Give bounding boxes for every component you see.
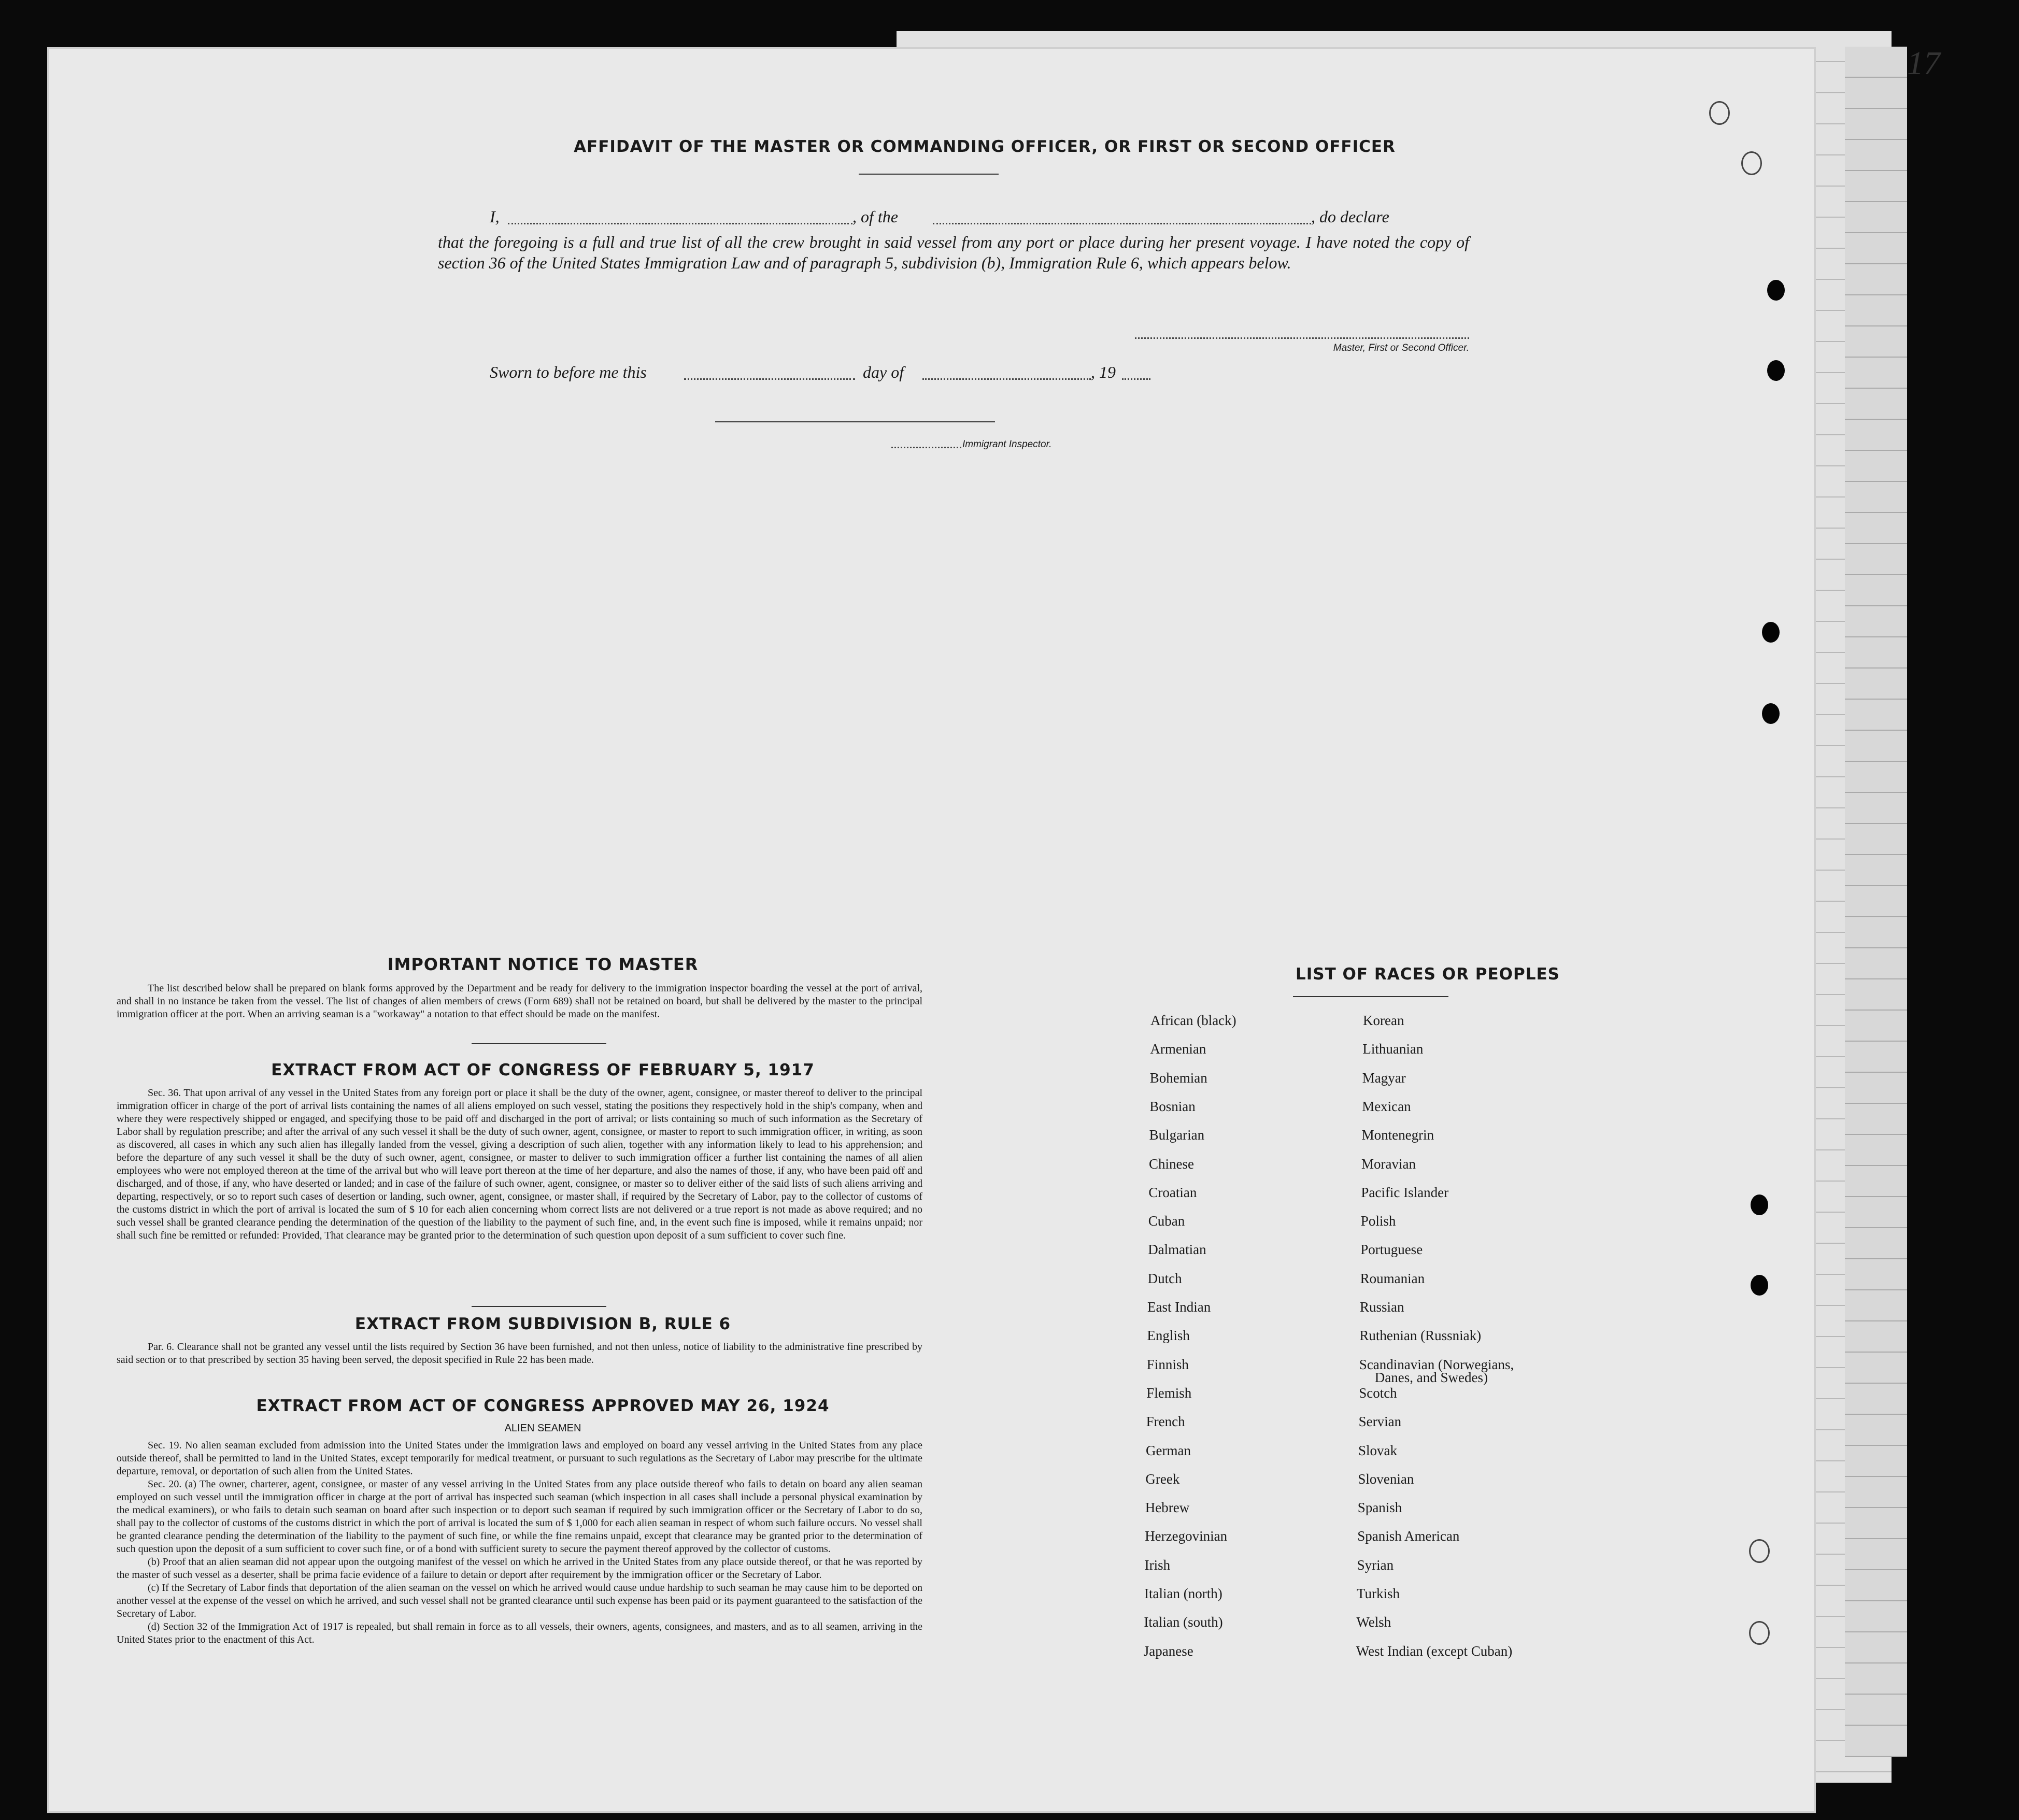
race-item: Magyar: [1362, 1070, 1406, 1086]
race-item: Dutch: [1147, 1270, 1182, 1286]
binder-hole: [1749, 1621, 1770, 1645]
sec19-text: Sec. 19. No alien seaman excluded from admission into the United States under the immigration laws and employed on board any vessel arriving in the United States from any place outside thereof, shall be permitted to land in the United States, except temporarily for medical treatment, or pursuant to such regulations as the Secretary of Labor may prescribe for the ultimate departure, removal, or deportation of such alien from the United States.: [117, 1440, 922, 1477]
sec20a-text: Sec. 20. (a) The owner, charterer, agent, consignee, or master of any vessel arriving in the United States from any place outside thereof who fails to detain on board any alien seaman employed on such vessel until the immigration officer in charge at the port of arrival has inspected such seaman (which inspection in all cases shall include a personal physical examination by the medical examiners), or who fails to detain such seaman on board after such inspection or to deport such seaman if required by such immigration officer or the Secretary of Labor to do so, shall pay to the collector of customs of the customs district in which the port of arrival is located the sum of $ 1,000 for each alien seaman in respect of whom such failure occurs. No vessel shall be granted clearance pending the determination of the liability to the payment of such fine, or while the fine remains unpaid, except that clearance may be granted prior to the determination of such question upon the deposit of a sum sufficient to cover such fine, or of a bond with sufficient surety to secure the payment thereof approved by the collector of customs.: [117, 1478, 922, 1555]
race-item: Herzegovinian: [1145, 1528, 1228, 1544]
vessel-name-field[interactable]: [933, 223, 1311, 224]
binder-hole: [1749, 1539, 1770, 1563]
extract-1924-title: EXTRACT FROM ACT OF CONGRESS APPROVED MAY 26, 1924: [256, 1397, 830, 1415]
race-item: Mexican: [1362, 1098, 1411, 1114]
races-underline: [1293, 996, 1448, 997]
year-label: , 19: [1091, 363, 1116, 381]
race-item: Greek: [1145, 1471, 1180, 1487]
alien-seamen-subtitle: ALIEN SEAMEN: [504, 1423, 581, 1434]
races-title: LIST OF RACES OR PEOPLES: [1295, 965, 1560, 984]
race-item: Hebrew: [1145, 1500, 1190, 1516]
race-item: Slovenian: [1358, 1471, 1414, 1487]
day-of-label: day of: [863, 363, 904, 381]
rule6-block: [117, 1341, 922, 1367]
race-item: Chinese: [1149, 1156, 1194, 1172]
declarant-name-field[interactable]: [508, 223, 852, 224]
race-item: Bohemian: [1149, 1070, 1207, 1086]
race-item: Scandinavian (Norwegians,: [1359, 1356, 1514, 1372]
race-item: English: [1147, 1328, 1190, 1344]
race-item: German: [1146, 1442, 1191, 1458]
race-item: Syrian: [1357, 1557, 1394, 1573]
page-number: 17: [1907, 45, 1940, 81]
inspector-dotted-lead: [891, 447, 961, 448]
rule6-title: EXTRACT FROM SUBDIVISION B, RULE 6: [354, 1315, 731, 1333]
binder-hole: [1751, 1195, 1768, 1215]
sworn-year-field[interactable]: [1122, 378, 1150, 380]
inspector-label: Immigrant Inspector.: [962, 439, 1052, 450]
race-item: Russian: [1360, 1299, 1404, 1315]
race-item: Japanese: [1143, 1643, 1193, 1659]
race-item: Scotch: [1359, 1385, 1397, 1401]
race-item: East Indian: [1147, 1299, 1211, 1315]
notice-text: The list described below shall be prepared on blank forms approved by the Department and be ready for delivery to the immigration inspector boarding the vessel at the port of arrival, and shall in no instance be taken from the vessel. The list of changes of alien members of crews (Form 689) shall not be retained on board, but shall be delivered by the master to the principal immigration officer at the port. When an arriving seaman is a "workaway" a notation to that effect should be made on the manifest.: [117, 983, 922, 1020]
race-item: Pacific Islander: [1361, 1184, 1449, 1200]
declarant-line: [490, 207, 1469, 228]
of-the-label: , of the: [852, 207, 898, 226]
extract-1917-block: [117, 1087, 922, 1242]
affidavit-body: that the foregoing is a full and true list of all the crew brought in said vessel from any port or place during her present voyage. I have noted the copy of section 36 of the United States Immigration Law and of paragraph 5, subdivision (b), Immigration Rule 6, which appears below.: [438, 233, 1469, 272]
race-item: Spanish American: [1357, 1528, 1460, 1544]
binder-hole: [1709, 101, 1730, 125]
race-item: Cuban: [1148, 1213, 1185, 1229]
notice-block: [117, 982, 922, 1021]
sworn-label: Sworn to before me this: [490, 363, 647, 381]
race-item: West Indian (except Cuban): [1356, 1643, 1513, 1659]
race-item: Irish: [1144, 1557, 1171, 1573]
sec20d-text: (d) Section 32 of the Immigration Act of 1917 is repealed, but shall remain in force as to all vessels, their owners, agents, consignees, and masters, and as to all seamen, arriving in the United States prior to the enactment of this Act.: [117, 1621, 922, 1645]
race-item: Turkish: [1357, 1586, 1400, 1601]
race-item: Welsh: [1356, 1614, 1391, 1630]
race-item: African (black): [1150, 1013, 1236, 1028]
binder-hole: [1751, 1275, 1768, 1296]
notice-title: IMPORTANT NOTICE TO MASTER: [387, 955, 699, 974]
race-item: Portuguese: [1360, 1242, 1423, 1258]
race-item: Montenegrin: [1361, 1127, 1434, 1143]
i-label: I,: [490, 207, 500, 226]
inspector-signature-line[interactable]: [715, 421, 995, 422]
binder-hole: [1741, 151, 1762, 175]
race-item: Slovak: [1358, 1442, 1398, 1458]
binder-hole: [1762, 703, 1780, 724]
race-item: Moravian: [1361, 1156, 1416, 1172]
binder-hole: [1767, 360, 1785, 381]
sworn-month-field[interactable]: [922, 378, 1091, 380]
race-item: Lithuanian: [1362, 1041, 1424, 1057]
race-item: Italian (north): [1144, 1586, 1222, 1601]
race-item: Polish: [1360, 1213, 1396, 1229]
officer-signature-field[interactable]: [1135, 337, 1469, 339]
race-item: Servian: [1358, 1414, 1402, 1430]
race-item: Bulgarian: [1149, 1127, 1205, 1143]
race-item: Flemish: [1146, 1385, 1192, 1401]
race-item: Roumanian: [1360, 1270, 1425, 1286]
sec20b-text: (b) Proof that an alien seaman did not appear upon the outgoing manifest of the vessel on which he arrived in the United States from any place outside thereof, or that he was reported by the master of such vessel as a deserter, shall be prima facie evidence of a failure to detain or deport after requirement by the immigration officer or the Secretary of Labor.: [117, 1556, 922, 1581]
race-item: Finnish: [1146, 1356, 1189, 1372]
race-item-continuation: Danes, and Swedes): [1374, 1369, 1488, 1385]
sworn-line: [490, 363, 1215, 386]
race-item: Spanish: [1357, 1500, 1402, 1516]
sworn-day-field[interactable]: [684, 378, 855, 380]
do-declare-label: , do declare: [1311, 207, 1389, 226]
race-item: Korean: [1363, 1013, 1404, 1028]
sec20c-text: (c) If the Secretary of Labor finds that deportation of the alien seaman on the vessel on which he arrived would cause undue hardship to such seaman he may cause him to be deported on another vessel at the expense of the vessel on which he arrived, and such vessel shall not be granted clearance until such expense has been paid or its payment guaranteed to the satisfaction of the Secretary of Labor.: [117, 1582, 922, 1619]
extract-1924-block: [117, 1439, 922, 1646]
underlying-ledger-edge: [1845, 47, 1907, 1757]
extract-1917-divider: [472, 1306, 606, 1307]
extract-1917-text: Sec. 36. That upon arrival of any vessel in the United States from any foreign port or place it shall be the duty of the owner, agent, consignee, or master thereof to deliver to the principal immigration officer in charge of the port of arrival lists containing the names of all aliens employed on such vessel, stating the positions they respectively hold in the ship's company, when and where they were respectively shipped or engaged, and specifying those to be paid off and discharged in the port of arrival; or lists containing so much of such information as the Secretary of Labor shall by regulation prescribe; and after the arrival of any such vessel it shall be the duty of such owner, agent, consignee, or master to report to such immigration officer, in writing, as soon as discovered, all cases in which any such alien has illegally landed from the vessel, giving a description of such alien, together with any information likely to lead to his apprehension; and before the departure of any such vessel it shall be the duty of such owner, agent, consignee, or master to deliver to such immigration officer a further list containing the names of all alien employees who were not employed thereon at the time of the arrival but who will leave port thereon at the time of her departure, and also the names of those, if any, who have been paid off and discharged, and of those, if any, who have deserted or landed; and in case of the failure of such owner, agent, consignee, or master so to deliver either of the said lists of such aliens arriving and departing, respectively, or so to report such cases of desertion or landing, such owner, agent, consignee, or master shall, if required by the Secretary of Labor, pay to the collector of customs of the customs district in which the port of arrival is located the sum of $ 10 for each alien concerning whom correct lists are not delivered or a true report is not made as above required; and no such vessel shall be granted clearance pending the determination of the question of the liability to the payment of such fine, and, in the event such fine is imposed, while it remains unpaid; nor shall such fine be remitted or refunded: Provided, That clearance may be granted prior to the determination of such question upon deposit of a sum sufficient to cover such fine.: [117, 1087, 922, 1241]
race-item: Dalmatian: [1148, 1242, 1206, 1258]
title-underline: [859, 174, 999, 175]
binder-hole: [1762, 622, 1780, 643]
officer-signature-label: Master, First or Second Officer.: [1333, 343, 1469, 353]
race-item: Bosnian: [1149, 1098, 1196, 1114]
binder-hole: [1767, 280, 1785, 301]
rule6-text: Par. 6. Clearance shall not be granted any vessel until the lists required by Section 36 have been furnished, and not then unless, notice of liability to the administrative fine prescribed by said section or to that prescribed by section 35 having been served, the deposit specified in Rule 22 has been made.: [117, 1341, 922, 1366]
race-item: Armenian: [1150, 1041, 1206, 1057]
race-item: Ruthenian (Russniak): [1359, 1328, 1482, 1344]
race-item: Croatian: [1148, 1184, 1197, 1200]
race-item: Italian (south): [1144, 1614, 1223, 1630]
document-page: [49, 49, 1814, 1811]
extract-1917-title: EXTRACT FROM ACT OF CONGRESS OF FEBRUARY 5, 1917: [271, 1061, 815, 1079]
race-item: French: [1146, 1414, 1185, 1430]
affidavit-title: AFFIDAVIT OF THE MASTER OR COMMANDING OFFICER, OR FIRST OR SECOND OFFICER: [574, 137, 1396, 156]
notice-divider: [472, 1043, 606, 1044]
